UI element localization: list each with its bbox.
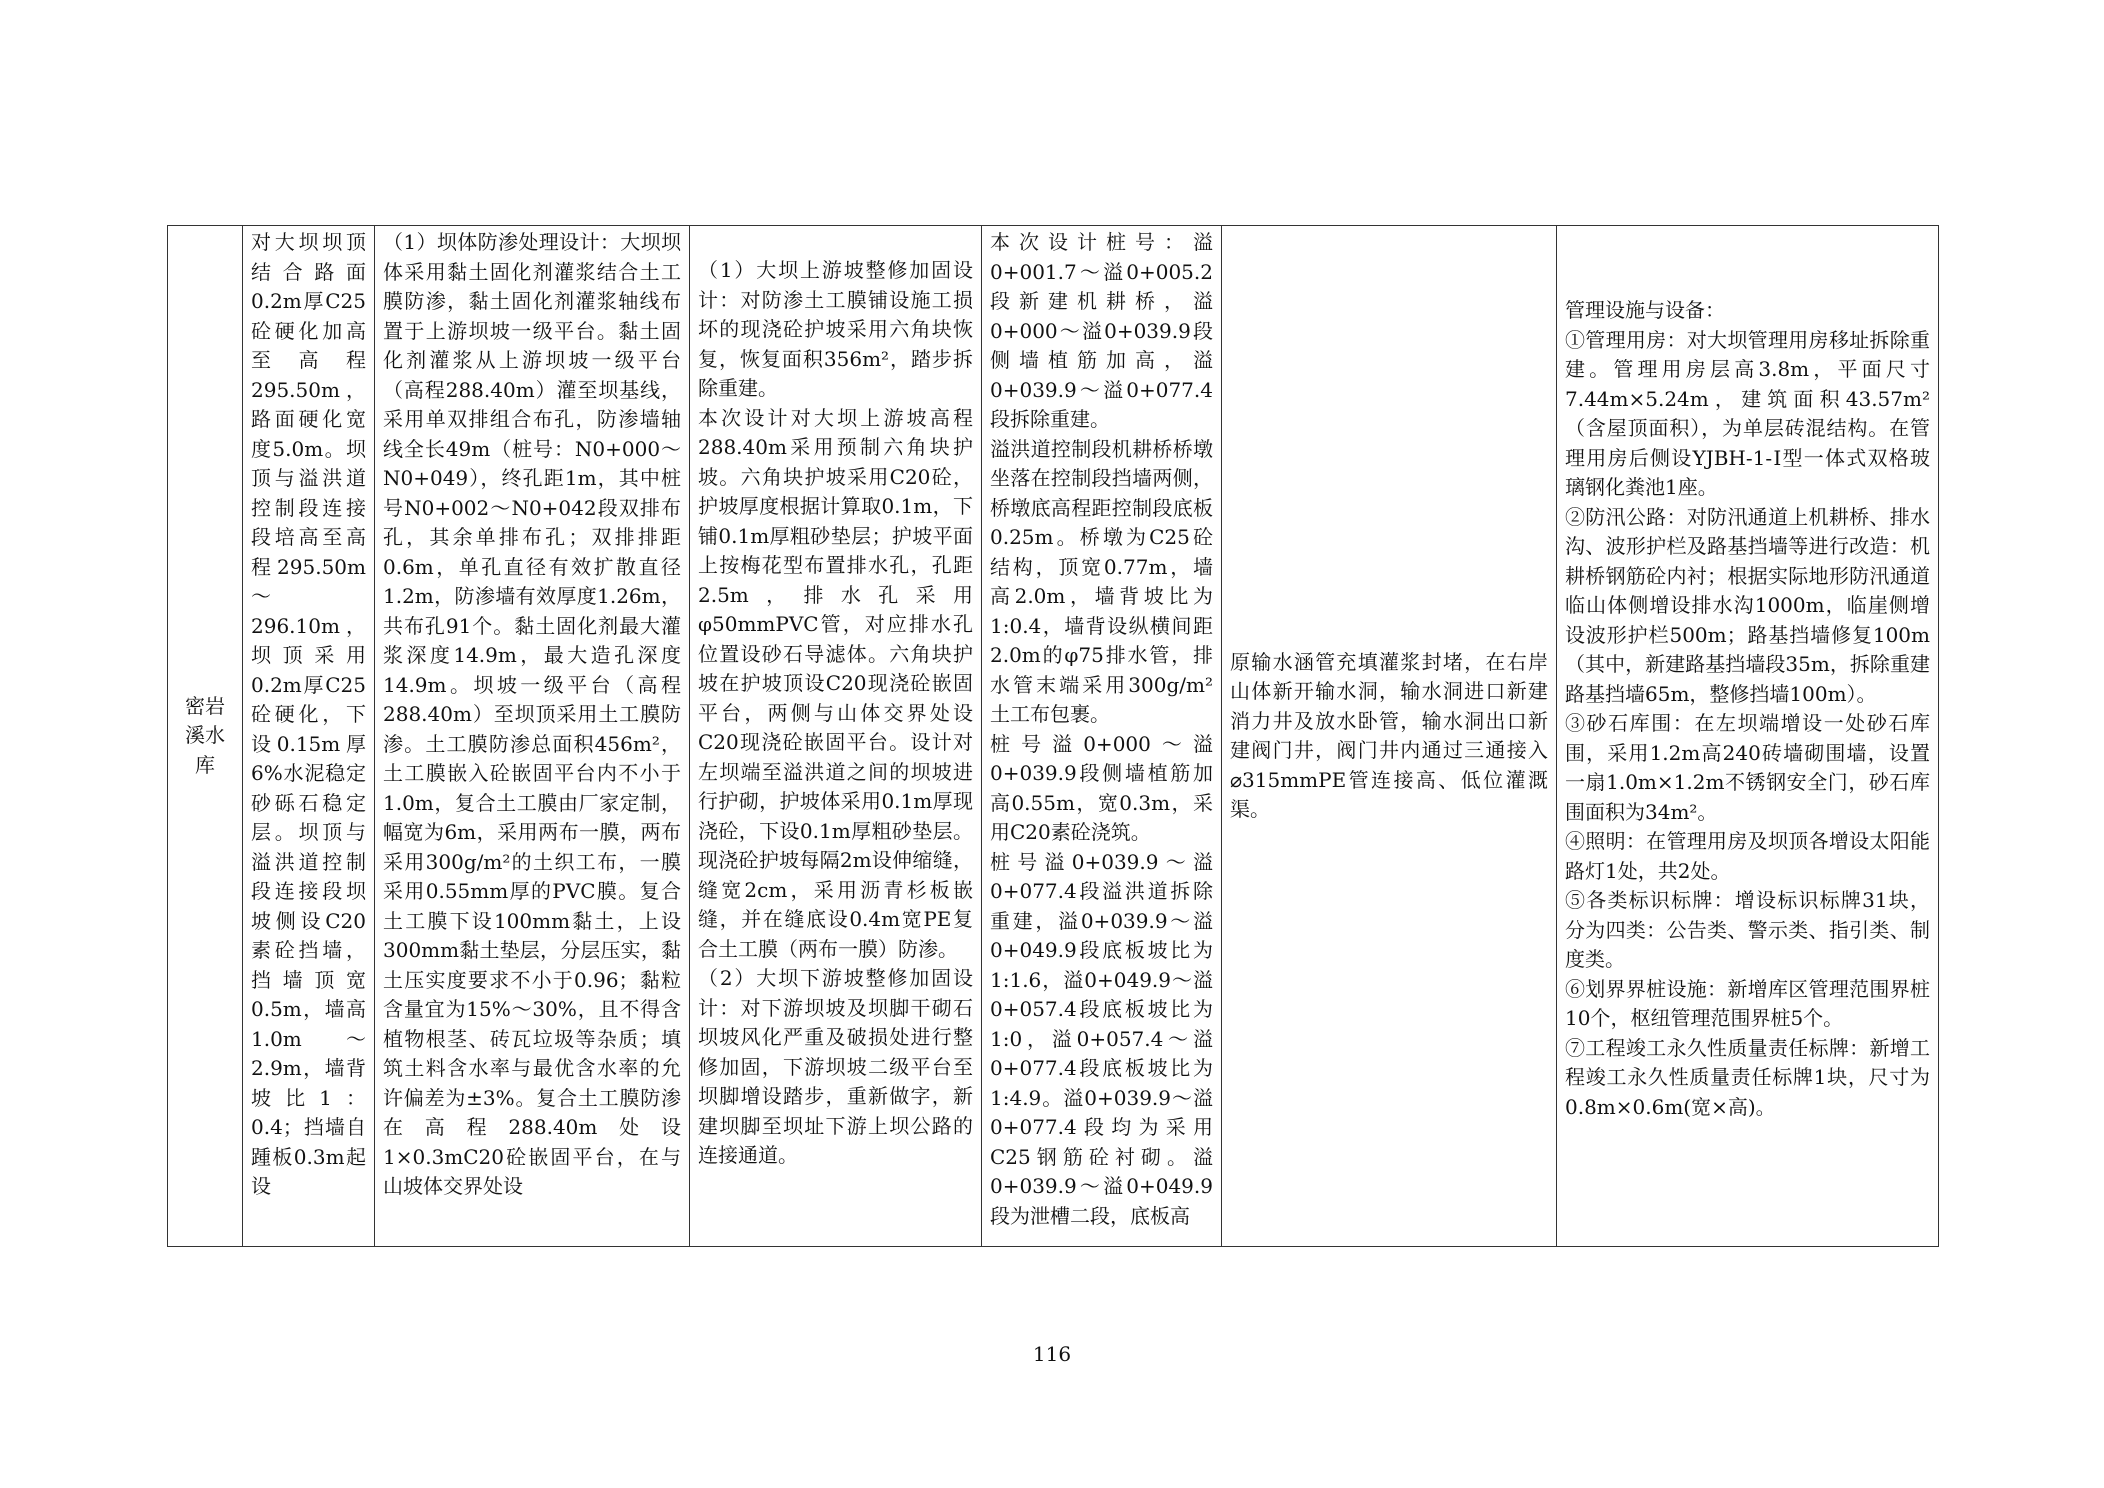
table-row <box>168 226 1939 1247</box>
management-item-7: ⑦工程竣工永久性质量责任标牌：新增工程竣工永久性质量责任标牌1块，尺寸为0.8m×0.6m(宽×高)。 <box>1565 1035 1930 1119</box>
slope-para-2: 本次设计对大坝上游坡高程288.40m采用预制六角块护坡。六角块护坡采用C20砼，护坡厚度根据计算取0.1m，下铺0.1m厚粗砂垫层；护坡平面上按梅花型布置排水孔，孔距2.5m，排水孔采用φ50mmPVC管，对应排水孔位置设砂石导滤体。六角块护坡在护坡顶设C20现浇砼嵌固平台，两侧与山体交界处设C20现浇砼嵌固平台。设计对左坝端至溢洪道之间的坝坡进行护砌，护坡体采用0.1m厚现浇砼，下设0.1m厚粗砂垫层。现浇砼护坡每隔2m设伸缩缝，缝宽2cm，采用沥青杉板嵌缝，并在缝底设0.4m宽PE复合土工膜（两布一膜）防渗。 <box>698 405 973 961</box>
dam-top-cell <box>243 226 375 1247</box>
seepage-cell <box>375 226 690 1247</box>
management-item-2: ②防汛公路：对防汛通道上机耕桥、排水沟、波形护栏及路基挡墙等进行改造：机耕桥钢筋砼内衬；根据实际地形防汛通道临山体侧增设排水沟1000m，临崖侧增设波形护栏500m；路基挡墙修复100m（其中，新建路基挡墙段35m，拆除重建路基挡墙65m，整修挡墙100m）。 <box>1565 504 1930 706</box>
spillway-cell <box>982 226 1222 1247</box>
culvert-text: 原输水涵管充填灌浆封堵，在右岸山体新开输水洞，输水洞进口新建消力井及放水卧管，输水洞出口新建阀门井，阀门井内通过三通接入⌀315mmPE管连接高、低位灌溉渠。 <box>1230 649 1548 821</box>
management-item-5: ⑤各类标识标牌：增设标识标牌31块，分为四类：公告类、警示类、指引类、制度类。 <box>1565 888 1930 971</box>
management-item-6: ⑥划界界桩设施：新增库区管理范围界桩10个，枢纽管理范围界桩5个。 <box>1565 976 1930 1030</box>
slope-para-3: （2）大坝下游坡整修加固设计：对下游坝坡及坝脚干砌石坝坡风化严重及破损处进行整修加固，下游坝坡二级平台至坝脚增设踏步，重新做字，新建坝脚至坝址下游上坝公路的连接通道。 <box>698 966 973 1167</box>
management-item-4: ④照明：在管理用房及坝顶各增设太阳能路灯1处，共2处。 <box>1565 829 1930 883</box>
management-item-1: ①管理用房：对大坝管理用房移址拆除重建。管理用房层高3.8m，平面尺寸7.44m×5.24m，建筑面积43.57m²（含屋顶面积），为单层砖混结构。在管理用房后侧设YJBH-1-Ⅰ型一体式双格玻璃钢化粪池1座。 <box>1565 327 1930 499</box>
reservoir-name: 密岩溪水库 <box>185 693 225 777</box>
slope-cell <box>690 226 982 1247</box>
management-cell <box>1557 226 1939 1247</box>
spillway-para-3: 桩号溢0+000～溢0+039.9段侧墙植筋加高0.55m，宽0.3m，采用C20素砼浇筑。 <box>990 731 1213 844</box>
management-heading: 管理设施与设备： <box>1565 298 1725 322</box>
slope-para-1: （1）大坝上游坡整修加固设计：对防渗土工膜铺设施工损坏的现浇砼护坡采用六角块恢复，恢复面积356m²，踏步拆除重建。 <box>698 258 973 400</box>
spillway-para-1: 本次设计桩号：溢0+001.7～溢0+005.2段新建机耕桥，溢0+000～溢0+039.9段侧墙植筋加高，溢0+039.9～溢0+077.4段拆除重建。 <box>990 230 1213 431</box>
reservoir-name-cell <box>168 226 243 1247</box>
dam-top-text: 对大坝坝顶结合路面0.2m厚C25砼硬化加高至高程295.50m，路面硬化宽度5.0m。坝顶与溢洪道控制段连接段培高至高程295.50m～296.10m，坝顶采用0.2m厚C25砼硬化，下设0.15m厚6%水泥稳定砂砾石稳定层。坝顶与溢洪道控制段连接段坝坡侧设C20素砼挡墙，挡墙顶宽0.5m，墙高1.0m～2.9m，墙背坡比1：0.4；挡墙自踵板0.3m起设 <box>251 230 366 1198</box>
seepage-text: （1）坝体防渗处理设计：大坝坝体采用黏土固化剂灌浆结合土工膜防渗，黏土固化剂灌浆轴线布置于上游坝坡一级平台。黏土固化剂灌浆从上游坝坡一级平台（高程288.40m）灌至坝基线，采用单双排组合布孔，防渗墙轴线全长49m（桩号：N0+000～N0+049），终孔距1m，其中桩号N0+002～N0+042段双排布孔，其余单排布孔；双排排距0.6m，单孔直径有效扩散直径1.2m，防渗墙有效厚度1.26m，共布孔91个。黏土固化剂最大灌浆深度14.9m，最大造孔深度14.9m。坝坡一级平台（高程288.40m）至坝顶采用土工膜防渗。土工膜防渗总面积456m²，土工膜嵌入砼嵌固平台内不小于1.0m，复合土工膜由厂家定制，幅宽为6m，采用两布一膜，两布采用300g/m²的土织工布，一膜采用0.55mm厚的PVC膜。复合土工膜下设100mm黏土，上设300mm黏土垫层，分层压实，黏土压实度要求不小于0.96；黏粒含量宜为15%～30%，且不得含植物根茎、砖瓦垃圾等杂质；填筑土料含水率与最优含水率的允许偏差为±3%。复合土工膜防渗在高程288.40m处设1×0.3mC20砼嵌固平台，在与山坡体交界处设 <box>383 230 681 1198</box>
management-item-3: ③砂石库围：在左坝端增设一处砂石库围，采用1.2m高240砖墙砌围墙，设置一扇1.0m×1.2m不锈钢安全门，砂石库围面积为34m²。 <box>1565 711 1930 824</box>
culvert-cell <box>1222 226 1557 1247</box>
project-table <box>167 225 1939 1247</box>
page-number: 116 <box>1032 1342 1072 1366</box>
spillway-para-2: 溢洪道控制段机耕桥桥墩坐落在控制段挡墙两侧，桥墩底高程距控制段底板0.25m。桥墩为C25砼结构，顶宽0.77m，墙高2.0m，墙背坡比为1:0.4，墙背设纵横间距2.0m的φ75排水管，排水管末端采用300g/m²土工布包裹。 <box>990 436 1213 726</box>
spillway-para-4: 桩号溢0+039.9～溢0+077.4段溢洪道拆除重建，溢0+039.9～溢0+049.9段底板坡比为1:1.6，溢0+049.9～溢0+057.4段底板坡比为1:0，溢0+057.4～溢0+077.4段底板坡比为1:4.9。溢0+039.9～溢0+077.4段均为采用C25钢筋砼衬砌。溢0+039.9～溢0+049.9段为泄槽二段，底板高 <box>990 849 1213 1228</box>
